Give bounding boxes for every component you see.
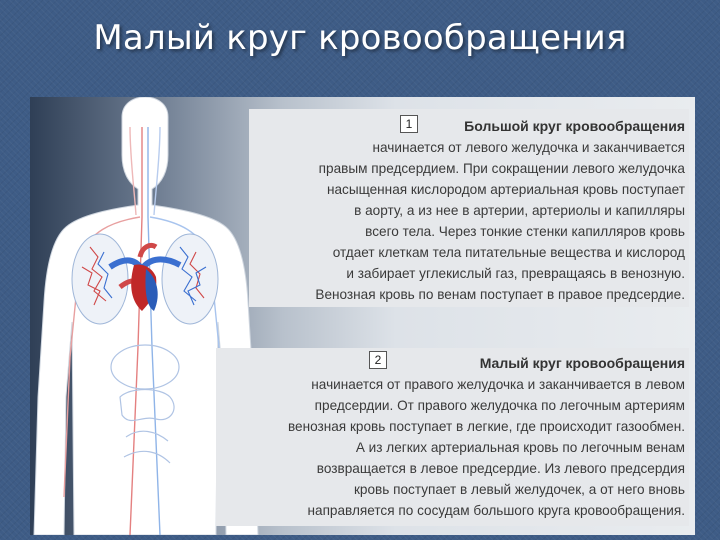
slide-title: Малый круг кровообращения xyxy=(93,18,627,58)
diagram-panel xyxy=(30,97,695,535)
number-label-2: 2 xyxy=(369,351,387,369)
lung-left xyxy=(162,234,218,324)
text-line: А из легких артериальная кровь по легочным венам xyxy=(355,440,685,455)
pulmonary-circulation-text xyxy=(288,374,685,521)
text-line: в аорту, а из нее в артерии, артериолы и капилляры xyxy=(354,203,685,218)
textbox-systemic-circulation xyxy=(249,109,689,307)
text-line: кровь поступает в левый желудочек, а от него вновь xyxy=(353,482,685,497)
text-line: и забирает углекислый газ, превращаясь в венозную. xyxy=(346,266,685,281)
text-line: Венозная кровь по венам поступает в правое предсердие. xyxy=(315,287,685,302)
textbox-pulmonary-circulation xyxy=(216,348,689,526)
text-line: насыщенная кислородом артериальная кровь поступает xyxy=(326,182,685,197)
lung-right xyxy=(72,234,128,324)
text-line: возвращается в левое предсердие. Из левого предсердия xyxy=(316,461,685,476)
heading-pulmonary-circulation: Малый круг кровообращения xyxy=(479,355,685,371)
text-line: начинается от правого желудочка и заканчивается в левом xyxy=(311,377,685,392)
text-line: венозная кровь поступает в легкие, где происходит газообмен. xyxy=(287,419,685,434)
text-line: направляется по сосудам большого круга кровообращения. xyxy=(307,503,685,518)
text-line: правым предсердием. При сокращении левого желудочка xyxy=(318,161,685,176)
text-line: начинается от левого желудочка и заканчивается xyxy=(372,140,685,155)
text-line: всего тела. Через тонкие стенки капилляров кровь xyxy=(365,224,685,239)
systemic-circulation-text xyxy=(315,137,685,305)
number-label-1: 1 xyxy=(400,115,418,133)
text-line: отдает клеткам тела питательные вещества и кислород xyxy=(332,245,685,260)
heading-systemic-circulation: Большой круг кровообращения xyxy=(464,118,685,134)
text-line: предсердии. От правого желудочка по легочным артериям xyxy=(314,398,685,413)
